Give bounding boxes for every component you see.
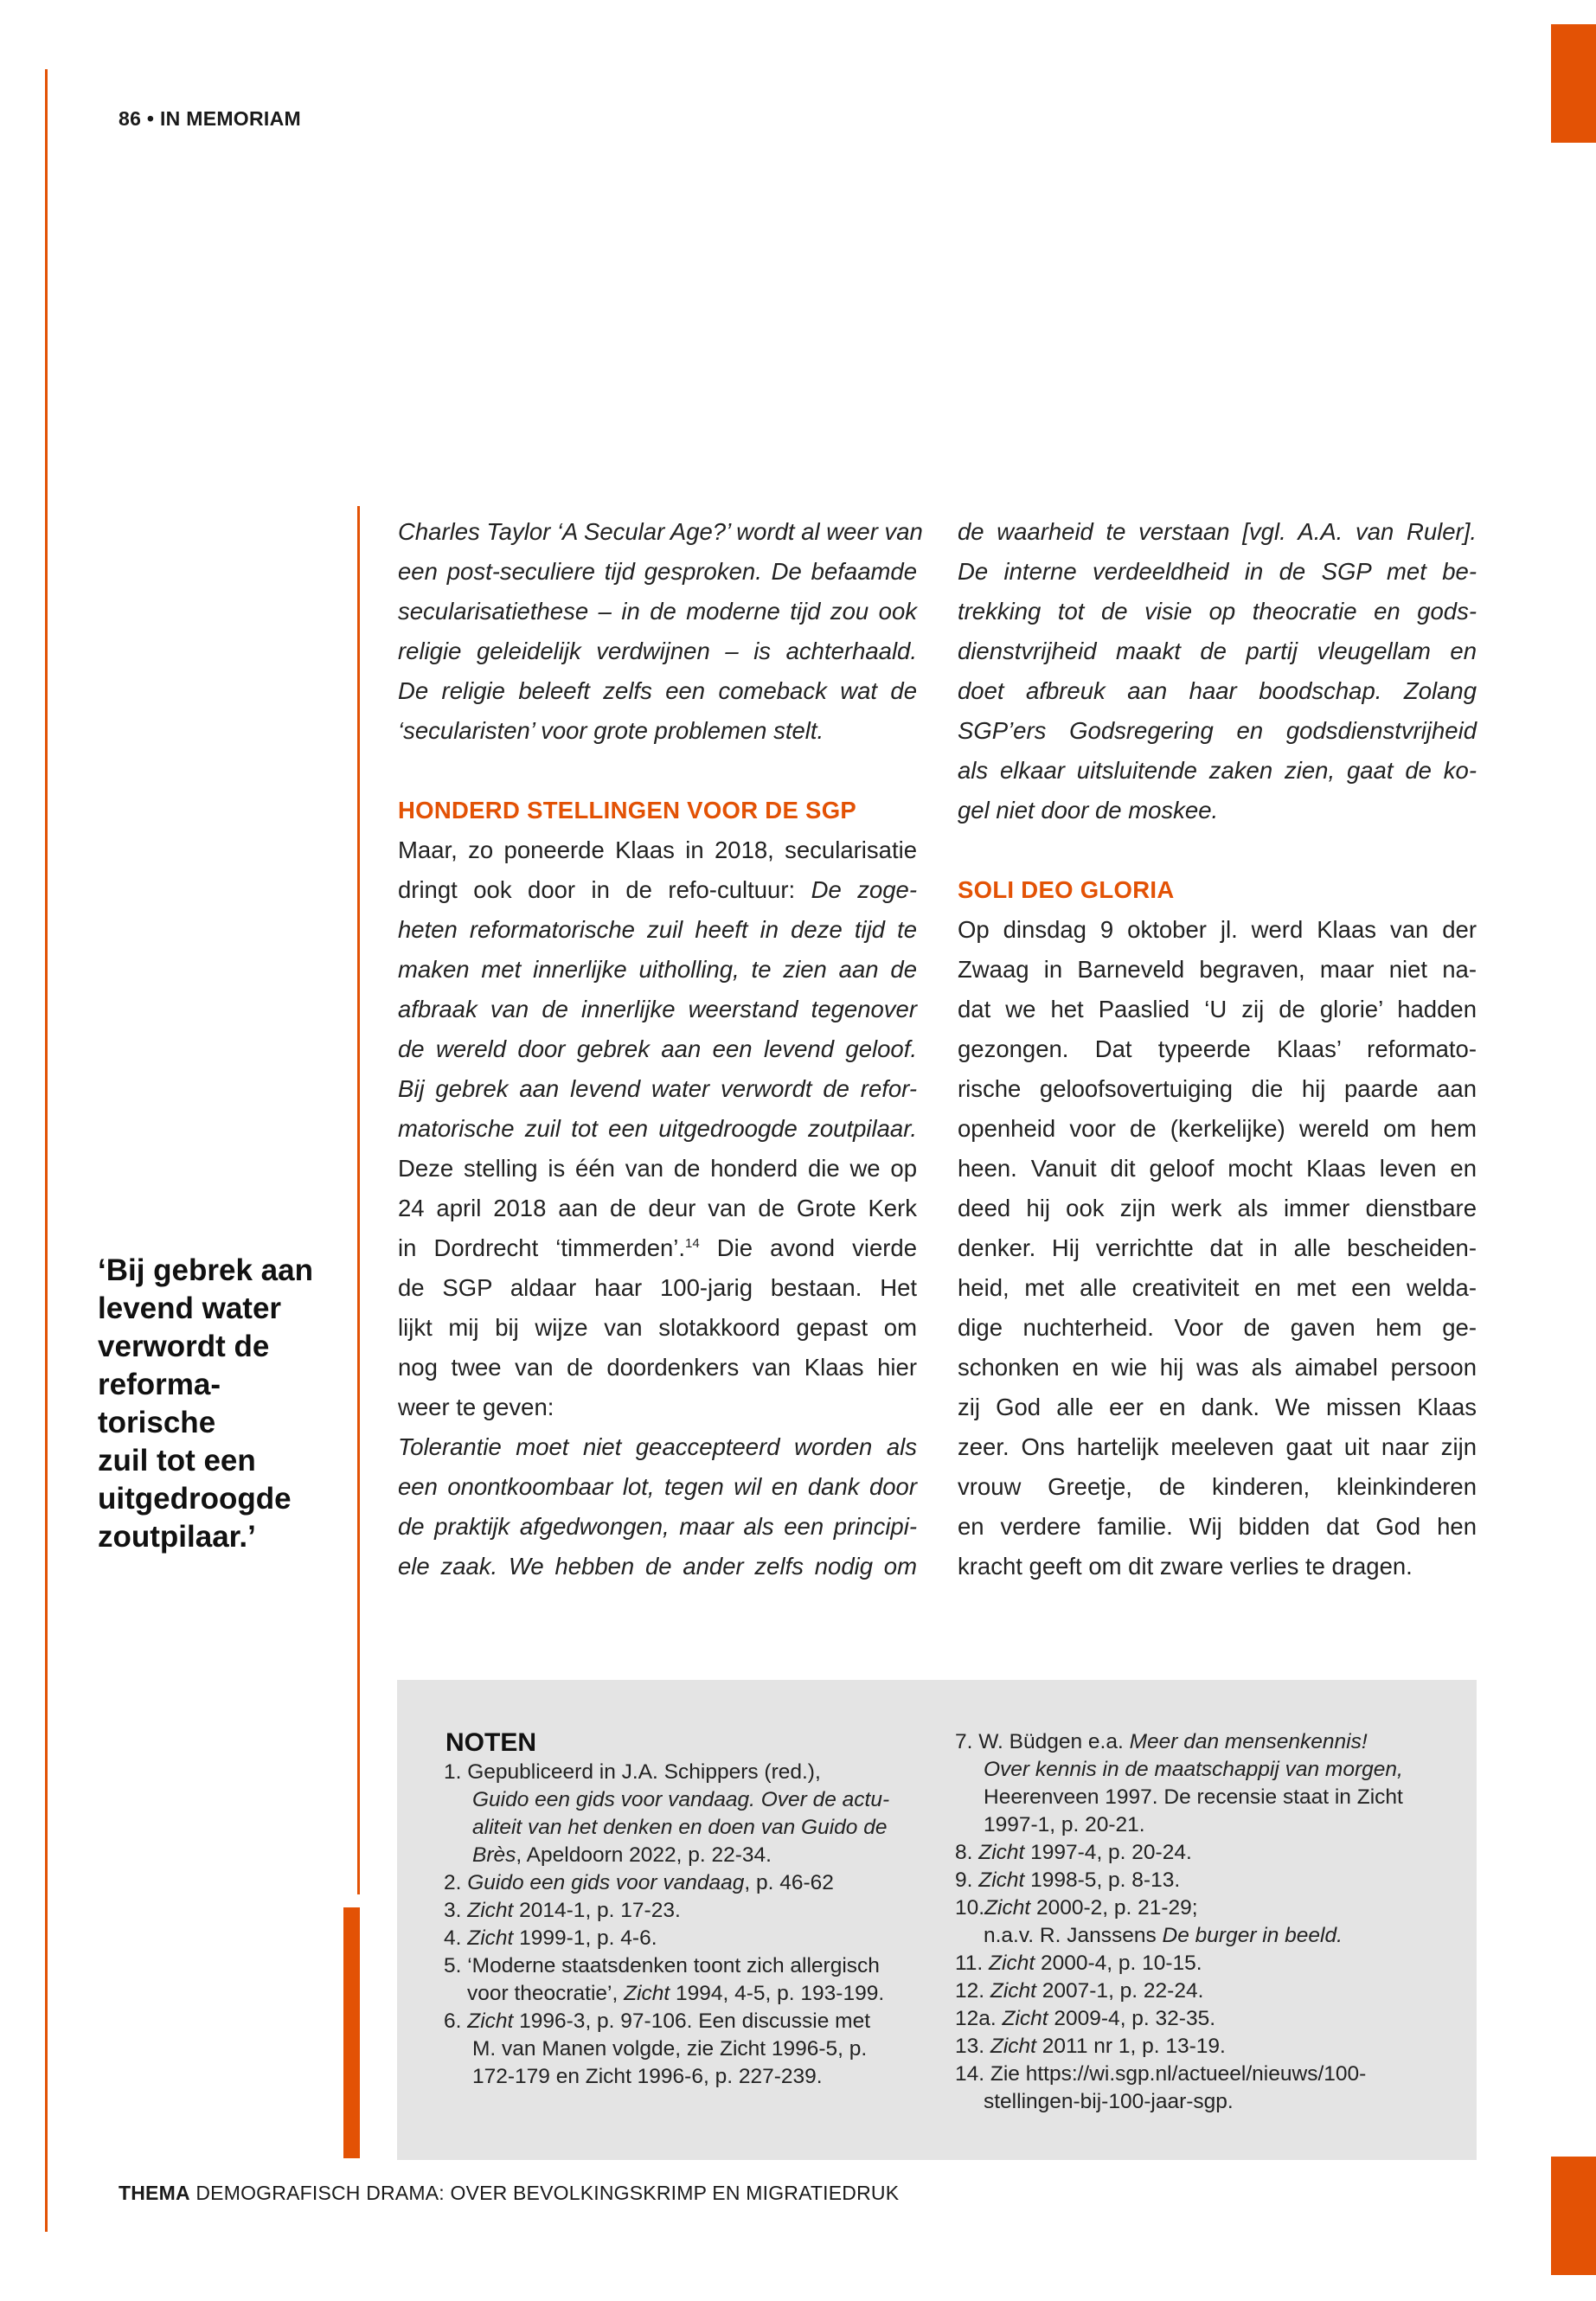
note-12a: 12a. Zicht 2009-4, p. 32-35.	[955, 2007, 1216, 2030]
pull-quote-line: zoutpilaar.’	[98, 1520, 256, 1554]
note-5-line: voor theocratie’, Zicht 1994, 4-5, p. 193-199.	[467, 1982, 885, 2005]
section-tab-bottom	[1551, 2157, 1596, 2275]
text-line: ele zaak. We hebben de ander zelfs nodig om	[398, 1553, 917, 1580]
notes-accent-bar	[343, 1907, 360, 2158]
thema-label: THEMA	[119, 2182, 190, 2204]
text-line: een post-seculiere tijd gesproken. De befaamde	[398, 558, 917, 585]
section-heading-stellingen: HONDERD STELLINGEN VOOR DE SGP	[398, 797, 857, 824]
text-line: religie geleidelijk verdwijnen – is achterhaald.	[398, 638, 917, 664]
note-11: 11. Zicht 2000-4, p. 10-15.	[955, 1952, 1202, 1975]
running-footer	[119, 2182, 899, 2205]
text-line: de praktijk afgedwongen, maar als een principi-	[398, 1513, 917, 1540]
text-line: dienstvrijheid maakt de partij vleugellam en	[958, 638, 1477, 664]
text-line: als elkaar uitsluitende zaken zien, gaat de ko-	[958, 757, 1477, 784]
section-heading-soli-deo-gloria: SOLI DEO GLORIA	[958, 876, 1175, 903]
text-line: vrouw Greetje, de kinderen, kleinkinderen	[958, 1473, 1477, 1500]
note-9: 9. Zicht 1998-5, p. 8-13.	[955, 1868, 1181, 1892]
pull-quote-line: reforma-	[98, 1368, 221, 1401]
note-7-line: Over kennis in de maatschappij van morgen,	[984, 1758, 1403, 1781]
note-7-line: 1997-1, p. 20-21.	[984, 1813, 1145, 1836]
note-1: 1. Gepubliceerd in J.A. Schippers (red.),	[444, 1760, 821, 1784]
note-14: 14. Zie https://wi.sgp.nl/actueel/nieuws/100-	[955, 2062, 1367, 2086]
note-4: 4. Zicht 1999-1, p. 4-6.	[444, 1926, 657, 1950]
text-line: secularisatiethese – in de moderne tijd zou ook	[398, 598, 917, 625]
note-10-line: n.a.v. R. Janssens De burger in beeld.	[984, 1924, 1343, 1947]
text-line: 24 april 2018 aan de deur van de Grote Kerk	[398, 1195, 917, 1221]
text-line: in Dordrecht ‘timmerden’.$^{14}$ Die avond vierde	[398, 1234, 917, 1261]
text-line: gezongen. Dat typeerde Klaas’ reformato-	[958, 1035, 1477, 1062]
thema-title: DEMOGRAFISCH DRAMA: OVER BEVOLKINGSKRIMP EN MIGRATIEDRUK	[189, 2182, 900, 2204]
text-line: Zwaag in Barneveld begraven, maar niet na-	[958, 956, 1477, 983]
note-6: 6. Zicht 1996-3, p. 97-106. Een discussie met	[444, 2009, 871, 2033]
text-line: afbraak van de innerlijke weerstand tegenover	[398, 996, 917, 1022]
text-line: Bij gebrek aan levend water verwordt de refor-	[398, 1075, 917, 1102]
text-line: dige nuchterheid. Voor de gaven hem ge-	[958, 1314, 1477, 1341]
margin-rule-middle	[357, 506, 360, 1894]
article-column-left	[398, 512, 923, 1586]
notes-list-right	[955, 1728, 1403, 2116]
note-6-line: 172-179 en Zicht 1996-6, p. 227-239.	[472, 2065, 823, 2088]
pull-quote-line: verwordt de	[98, 1330, 270, 1363]
section-title: IN MEMORIAM	[159, 107, 301, 130]
text-line: De religie beleeft zelfs een comeback wat de	[398, 677, 917, 704]
note-7: 7. W. Büdgen e.a. Meer dan mensenkennis!	[955, 1730, 1368, 1753]
text-line: gel niet door de moskee.	[958, 797, 1219, 824]
text-line: denker. Hij verrichtte dat in alle bescheiden-	[958, 1234, 1477, 1261]
note-14-line: stellingen-bij-100-jaar-sgp.	[984, 2090, 1234, 2113]
text-line: maken met innerlijke uitholling, te zien aan de	[398, 956, 917, 983]
margin-rule-left	[45, 69, 48, 2232]
note-7-line: Heerenveen 1997. De recensie staat in Zicht	[984, 1785, 1403, 1809]
text-line: een onontkoombaar lot, tegen wil en dank door	[398, 1473, 917, 1500]
text-line: heid, met alle creativiteit en met een welda-	[958, 1274, 1477, 1301]
separator: •	[146, 107, 155, 130]
pull-quote-line: torische	[98, 1406, 216, 1439]
pull-quote-line: zuil tot een	[98, 1444, 256, 1477]
text-line: heen. Vanuit dit geloof mocht Klaas leven en	[958, 1155, 1477, 1182]
text-line: zeer. Ons hartelijk meeleven gaat uit naar zijn	[958, 1433, 1477, 1460]
section-tab-top	[1551, 24, 1596, 143]
text-line: trekking tot de visie op theocratie en gods-	[958, 598, 1477, 625]
text-line: De interne verdeeldheid in de SGP met be-	[958, 558, 1477, 585]
note-12: 12. Zicht 2007-1, p. 22-24.	[955, 1979, 1204, 2003]
pull-quote	[98, 1252, 331, 1556]
text-line: dat we het Paaslied ‘U zij de glorie’ hadden	[958, 996, 1477, 1022]
text-line: de waarheid te verstaan [vgl. A.A. van Ruler].	[958, 518, 1477, 545]
text-line: Deze stelling is één van de honderd die we op	[398, 1155, 917, 1182]
page-number: 86	[119, 107, 142, 130]
text-line: de SGP aldaar haar 100-jarig bestaan. Het	[398, 1274, 917, 1301]
article-column-right	[958, 512, 1477, 1586]
text-line: weer te geven:	[398, 1394, 554, 1420]
note-1-line: Guido een gids voor vandaag. Over de actu-	[472, 1788, 890, 1811]
pull-quote-line: ‘Bij gebrek aan	[98, 1253, 313, 1287]
notes-title: NOTEN	[445, 1728, 536, 1757]
note-6-line: M. van Manen volgde, zie Zicht 1996-5, p.	[472, 2037, 868, 2061]
text-line: nog twee van de doordenkers van Klaas hier	[398, 1354, 917, 1381]
text-line: deed hij ook zijn werk als immer dienstbare	[958, 1195, 1477, 1221]
text-line: Charles Taylor ‘A Secular Age?’ wordt al weer van	[398, 518, 923, 545]
text-line: dringt ook door in de refo-cultuur: De zoge-	[398, 876, 917, 903]
text-line: heten reformatorische zuil heeft in deze tijd te	[398, 916, 917, 943]
running-head	[119, 107, 301, 131]
text-line: kracht geeft om dit zware verlies te dragen.	[958, 1553, 1413, 1580]
note-5: 5. ‘Moderne staatsdenken toont zich allergisch	[444, 1954, 880, 1977]
text-line: Tolerantie moet niet geaccepteerd worden als	[398, 1433, 917, 1460]
text-line: zij God alle eer en dank. We missen Klaas	[958, 1394, 1477, 1420]
text-line: en verdere familie. Wij bidden dat God hen	[958, 1513, 1477, 1540]
note-8: 8. Zicht 1997-4, p. 20-24.	[955, 1841, 1192, 1864]
text-line: SGP’ers Godsregering en godsdienstvrijheid	[958, 717, 1477, 744]
note-3: 3. Zicht 2014-1, p. 17-23.	[444, 1899, 681, 1922]
pull-quote-line: levend water	[98, 1292, 282, 1325]
note-1-line: aliteit van het denken en doen van Guido de	[472, 1816, 888, 1839]
text-line: Op dinsdag 9 oktober jl. werd Klaas van der	[958, 916, 1477, 943]
pull-quote-line: uitgedroogde	[98, 1482, 292, 1516]
text-line: doet afbreuk aan haar boodschap. Zolang	[958, 677, 1477, 704]
text-line: matorische zuil tot een uitgedroogde zoutpilaar.	[398, 1115, 917, 1142]
text-line: Maar, zo poneerde Klaas in 2018, secularisatie	[398, 836, 917, 863]
note-2: 2. Guido een gids voor vandaag, p. 46-62	[444, 1871, 834, 1894]
text-line: ‘secularisten’ voor grote problemen stelt.	[398, 717, 824, 744]
note-10: 10.Zicht 2000-2, p. 21-29;	[955, 1896, 1198, 1920]
text-line: schonken en wie hij was als aimabel persoon	[958, 1354, 1477, 1381]
text-line: rische geloofsovertuiging die hij paarde aan	[958, 1075, 1477, 1102]
note-1-line: Brès, Apeldoorn 2022, p. 22-34.	[472, 1843, 772, 1867]
note-13: 13. Zicht 2011 nr 1, p. 13-19.	[955, 2035, 1226, 2058]
footnote-ref: 14	[685, 1235, 700, 1251]
text-line: de wereld door gebrek aan een levend geloof.	[398, 1035, 917, 1062]
notes-list-left	[444, 1759, 889, 2091]
text-line: openheid voor de (kerkelijke) wereld om hem	[958, 1115, 1477, 1142]
text-line: lijkt mij bij wijze van slotakkoord gepast om	[398, 1314, 917, 1341]
